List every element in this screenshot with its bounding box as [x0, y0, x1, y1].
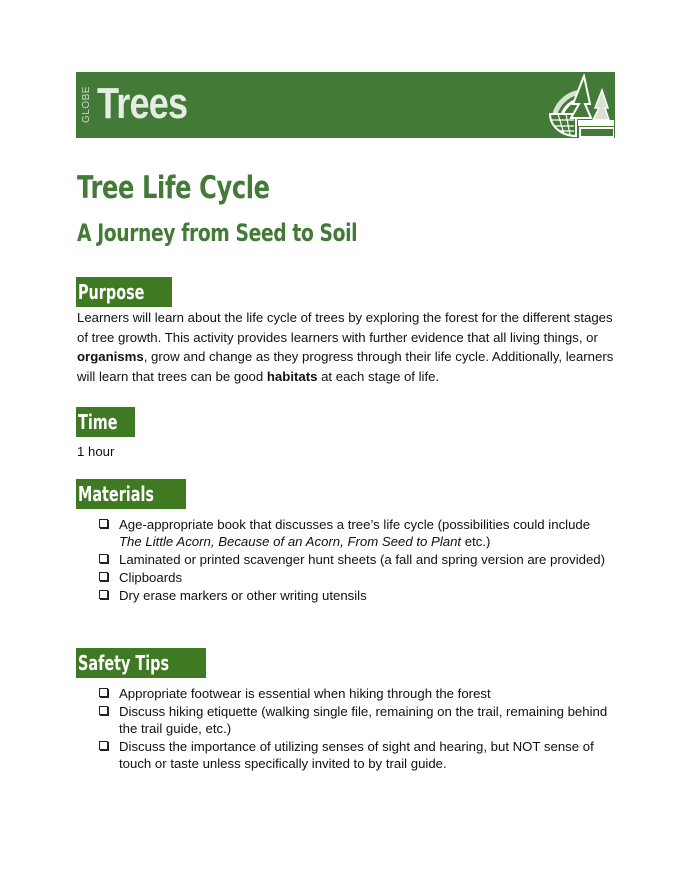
material-text-end: etc.): [461, 534, 491, 549]
material-text: Laminated or printed scavenger hunt sheets (a fall and spring version are provided): [119, 552, 606, 567]
safety-heading: [76, 648, 206, 678]
list-item: [99, 569, 609, 586]
globe-label: [82, 85, 94, 125]
brand-small-text: GLOBE: [80, 86, 92, 123]
safety-list: [99, 685, 609, 773]
globe-trees-logo-icon: [546, 74, 614, 138]
safety-text: Discuss hiking etiquette (walking single file, remaining on the trail, remaining behind the trail guide, etc.): [119, 704, 608, 736]
checkbox-icon[interactable]: [99, 554, 108, 563]
purpose-heading: [76, 277, 172, 307]
materials-heading: [76, 479, 186, 509]
list-item: [99, 703, 609, 737]
checkbox-icon[interactable]: [99, 706, 108, 715]
checkbox-icon[interactable]: [99, 519, 108, 528]
list-item: [99, 516, 609, 550]
safety-heading-text: Safety Tips: [78, 651, 170, 675]
checkbox-icon[interactable]: [99, 572, 108, 581]
material-text: Dry erase markers or other writing utensils: [119, 588, 367, 603]
list-item: [99, 551, 609, 568]
material-text: Age-appropriate book that discusses a tree’s life cycle (possibilities could include: [119, 517, 591, 532]
purpose-text-2: , grow and change as they progress through their life cycle. Additionally, learners will learn that trees can be good: [77, 349, 614, 384]
checkbox-icon[interactable]: [99, 741, 108, 750]
material-text: Clipboards: [119, 570, 183, 585]
materials-list: [99, 516, 609, 605]
purpose-text: [77, 308, 622, 386]
book-titles: The Little Acorn, Because of an Acorn, From Seed to Plant: [119, 534, 462, 549]
time-value: 1 hour: [77, 444, 115, 459]
safety-text: Appropriate footwear is essential when hiking through the forest: [119, 686, 491, 701]
checkbox-icon[interactable]: [99, 688, 108, 697]
safety-text: Discuss the importance of utilizing senses of sight and hearing, but NOT sense of touch or taste unless specifically invited to by trail guide.: [119, 739, 594, 771]
brand-title: Trees: [97, 79, 188, 128]
list-item: [99, 587, 609, 604]
purpose-heading-text: Purpose: [78, 280, 145, 304]
list-item: [99, 738, 609, 772]
purpose-text-3: at each stage of life.: [317, 368, 440, 384]
checkbox-icon[interactable]: [99, 590, 108, 599]
page-subtitle: A Journey from Seed to Soil: [77, 219, 358, 247]
term-habitats: habitats: [266, 368, 318, 384]
materials-heading-text: Materials: [78, 482, 154, 506]
time-heading: [76, 407, 135, 437]
list-item: [99, 685, 609, 702]
purpose-text-1: Learners will learn about the life cycle of trees by exploring the forest for the different stages of tree growth. This activity provides learners with further evidence that all living things, or: [77, 310, 613, 345]
term-organisms: organisms: [77, 349, 144, 364]
page-title: Tree Life Cycle: [77, 170, 270, 206]
time-heading-text: Time: [78, 410, 118, 434]
